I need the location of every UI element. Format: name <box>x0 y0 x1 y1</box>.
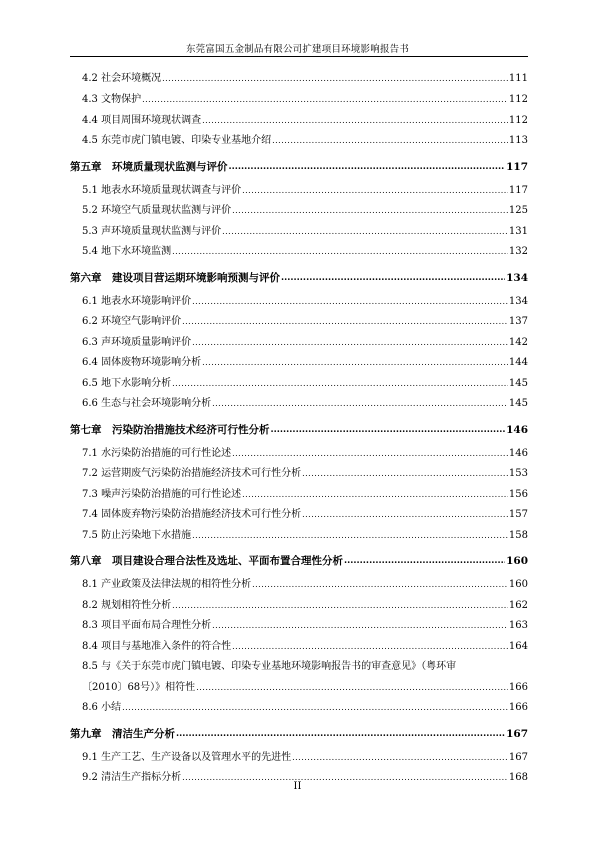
toc-entry-title: 5.3 声环境质量现状监测与评价 <box>82 226 222 237</box>
toc-entry-continuation[interactable] <box>70 681 528 695</box>
toc-entry-title: 5.1 地表水环境质量现状调查与评价 <box>82 185 242 196</box>
toc-leader-dots <box>162 72 508 86</box>
toc-chapter-page: 117 <box>506 161 528 173</box>
toc-entry-page: 113 <box>508 135 528 146</box>
toc-entry-page: 164 <box>508 641 528 652</box>
toc-entry-title: 6.4 固体废物环境影响分析 <box>82 357 202 368</box>
toc-chapter-5[interactable] <box>70 160 528 174</box>
toc-entry-page: 167 <box>508 752 528 763</box>
toc-entry[interactable] <box>70 72 528 86</box>
toc-entry-page: 166 <box>508 702 528 713</box>
toc-leader-dots <box>202 356 508 370</box>
toc-leader-dots <box>182 315 508 329</box>
toc-leader-dots <box>281 270 505 285</box>
toc-entry[interactable] <box>70 134 528 148</box>
toc-entry-page: 145 <box>508 378 528 389</box>
toc-entry-page: 163 <box>508 620 528 631</box>
toc-entry-page: 111 <box>508 73 528 84</box>
toc-entry-title: 4.5 东莞市虎门镇电镀、印染专业基地介绍 <box>82 135 272 146</box>
toc-entry[interactable] <box>70 447 528 461</box>
toc-leader-dots <box>242 488 508 502</box>
toc-entry-title: 7.5 防止污染地下水措施 <box>82 530 192 541</box>
toc-entry-title: 5.2 环境空气质量现状监测与评价 <box>82 205 232 216</box>
toc-entry[interactable] <box>70 701 528 715</box>
toc-entry-page: 157 <box>508 509 528 520</box>
toc-leader-dots <box>232 447 508 461</box>
toc-entry-title: 6.3 声环境质量影响评价 <box>82 337 192 348</box>
toc-leader-dots <box>192 336 508 350</box>
toc-entry-title: 8.4 项目与基地准入条件的符合性 <box>82 641 232 652</box>
toc-leader-dots <box>271 422 506 437</box>
toc-leader-dots <box>192 529 508 543</box>
toc-leader-dots <box>172 245 508 259</box>
toc-entry-page: 112 <box>508 115 528 126</box>
toc-leader-dots <box>232 640 508 654</box>
toc-entry-page: 158 <box>508 530 528 541</box>
toc-entry-page: 145 <box>508 398 528 409</box>
toc-entry-title: 8.5 与《关于东莞市虎门镇电镀、印染专业基地环境影响报告书的审查意见》（粤环审 <box>82 661 457 672</box>
toc-entry[interactable] <box>70 640 528 654</box>
toc-leader-dots <box>344 553 505 568</box>
toc-entry[interactable] <box>70 397 528 411</box>
toc-entry-title: 8.6 小结 <box>82 702 122 713</box>
toc-entry-page: 144 <box>508 357 528 368</box>
toc-entry-page: 142 <box>508 337 528 348</box>
toc-entry-title: 7.1 水污染防治措施的可行性论述 <box>82 448 232 459</box>
toc-leader-dots <box>252 578 508 592</box>
toc-entry[interactable] <box>70 529 528 543</box>
toc-chapter-6[interactable] <box>70 271 528 285</box>
toc-entry-page: 131 <box>508 226 528 237</box>
toc-chapter-8[interactable] <box>70 554 528 568</box>
toc-entry-title: 4.3 文物保护 <box>82 94 142 105</box>
toc-entry[interactable] <box>70 578 528 592</box>
header-rule <box>70 56 528 57</box>
toc-chapter-title: 第七章 污染防治措施技术经济可行性分析 <box>70 424 270 436</box>
toc-leader-dots <box>242 184 508 198</box>
toc-entry[interactable] <box>70 488 528 502</box>
page-number: II <box>293 781 302 792</box>
toc-chapter-page: 134 <box>506 272 528 284</box>
toc-entry[interactable] <box>70 225 528 239</box>
toc-entry-page: 134 <box>508 296 528 307</box>
toc-entry-title: 7.3 噪声污染防治措施的可行性论述 <box>82 489 242 500</box>
toc-entry-title: 〔2010〕68号）》相符性 <box>82 682 196 693</box>
toc-entry[interactable] <box>70 508 528 522</box>
toc-entry[interactable] <box>70 599 528 613</box>
toc-entry-page: 162 <box>508 600 528 611</box>
toc-entry-page: 117 <box>508 185 528 196</box>
toc-leader-dots <box>292 751 508 765</box>
toc-entry-title: 8.2 规划相符性分析 <box>82 600 172 611</box>
toc-leader-dots <box>196 681 508 695</box>
toc-entry[interactable] <box>70 377 528 391</box>
toc-entry[interactable] <box>70 336 528 350</box>
toc-entry[interactable] <box>70 751 528 765</box>
toc-leader-dots <box>272 134 508 148</box>
toc-entry-page: 156 <box>508 489 528 500</box>
toc-entry[interactable] <box>70 295 528 309</box>
toc-entry-page: 153 <box>508 468 528 479</box>
toc-leader-dots <box>232 204 508 218</box>
toc-entry-page: 132 <box>508 246 528 257</box>
toc-leader-dots <box>142 93 508 107</box>
toc-leader-dots <box>176 726 505 741</box>
toc-chapter-title: 第八章 项目建设合理合法性及选址、平面布置合理性分析 <box>70 555 343 567</box>
toc-entry-page: 125 <box>508 205 528 216</box>
toc-chapter-9[interactable] <box>70 727 528 741</box>
toc-entry-title: 7.4 固体废弃物污染防治措施经济技术可行性分析 <box>82 509 302 520</box>
toc-entry[interactable] <box>70 315 528 329</box>
toc-entry-page: 112 <box>508 94 528 105</box>
toc-entry[interactable] <box>70 184 528 198</box>
toc-entry-title: 6.1 地表水环境影响评价 <box>82 296 192 307</box>
toc-leader-dots <box>302 508 508 522</box>
toc-entry-title: 9.2 清洁生产指标分析 <box>82 772 182 783</box>
toc-chapter-title: 第六章 建设项目营运期环境影响预测与评价 <box>70 272 280 284</box>
toc-chapter-page: 160 <box>506 555 528 567</box>
toc-leader-dots <box>122 701 508 715</box>
toc-leader-dots <box>212 619 508 633</box>
toc-leader-dots <box>222 225 508 239</box>
toc-entry[interactable] <box>70 93 528 107</box>
toc-entry-page: 146 <box>508 448 528 459</box>
toc-entry-title: 6.6 生态与社会环境影响分析 <box>82 398 212 409</box>
toc-leader-dots <box>302 467 508 481</box>
toc-entry[interactable] <box>70 619 528 633</box>
toc-entry[interactable] <box>70 204 528 218</box>
toc-chapter-page: 167 <box>506 728 528 740</box>
toc-entry-title: 9.1 生产工艺、生产设备以及管理水平的先进性 <box>82 752 292 763</box>
toc-entry[interactable] <box>70 467 528 481</box>
running-header: 东莞富国五金制品有限公司扩建项目环境影响报告书 <box>185 44 410 55</box>
toc-entry[interactable] <box>70 356 528 370</box>
toc-entry-multiline[interactable] <box>70 660 528 674</box>
toc-leader-dots <box>192 295 508 309</box>
toc-chapter-title: 第九章 清洁生产分析 <box>70 728 175 740</box>
toc-chapter-title: 第五章 环境质量现状监测与评价 <box>70 161 228 173</box>
toc-chapter-page: 146 <box>506 424 528 436</box>
toc-entry[interactable] <box>70 114 528 128</box>
toc-leader-dots <box>202 114 508 128</box>
toc-entry-page: 160 <box>508 579 528 590</box>
toc-entry-title: 8.1 产业政策及法律法规的相符性分析 <box>82 579 252 590</box>
toc-entry-title: 5.4 地下水环境监测 <box>82 246 172 257</box>
toc-entry-title: 8.3 项目平面布局合理性分析 <box>82 620 212 631</box>
toc-entry[interactable] <box>70 245 528 259</box>
toc-chapter-7[interactable] <box>70 423 528 437</box>
toc-entry-title: 6.5 地下水影响分析 <box>82 378 172 389</box>
toc-entry-title: 4.2 社会环境概况 <box>82 73 162 84</box>
toc-entry-title: 6.2 环境空气影响评价 <box>82 316 182 327</box>
toc-entry-page: 168 <box>508 772 528 783</box>
toc-leader-dots <box>229 159 506 174</box>
toc-entry-title: 7.2 运营期废气污染防治措施经济技术可行性分析 <box>82 468 302 479</box>
toc-leader-dots <box>212 397 508 411</box>
toc-entry-page: 166 <box>508 682 528 693</box>
toc-entry-page: 137 <box>508 316 528 327</box>
toc-leader-dots <box>172 599 508 613</box>
toc-leader-dots <box>172 377 508 391</box>
toc-entry-title: 4.4 项目周围环境现状调查 <box>82 115 202 126</box>
